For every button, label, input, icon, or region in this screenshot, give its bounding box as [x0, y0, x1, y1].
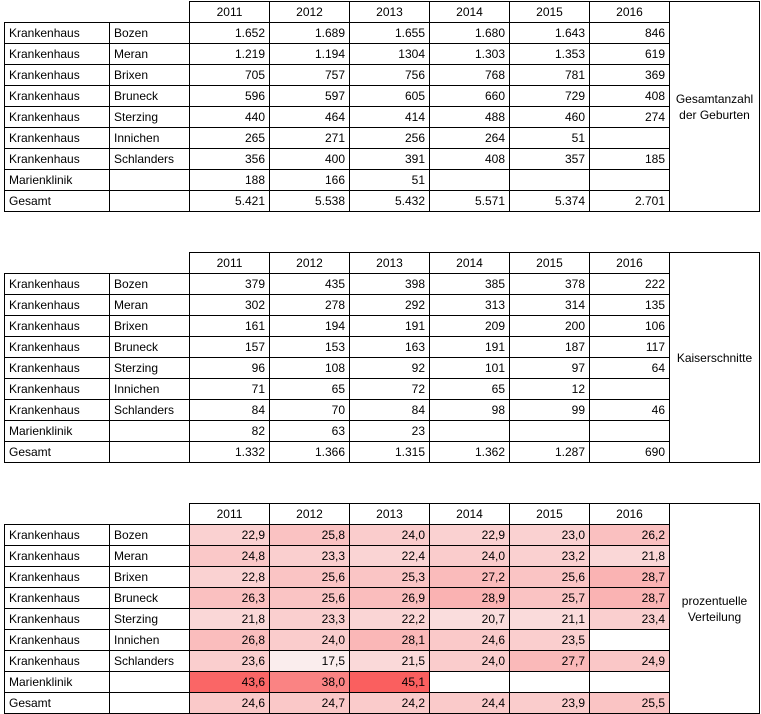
location-cell: Sterzing — [110, 358, 190, 379]
value-cell: 369 — [590, 65, 670, 86]
value-cell: 22,9 — [190, 525, 270, 546]
value-cell: 191 — [430, 337, 510, 358]
value-cell: 1.287 — [510, 442, 590, 463]
value-cell: 23,5 — [510, 630, 590, 651]
value-cell: 1.652 — [190, 23, 270, 44]
value-cell: 2.701 — [590, 191, 670, 212]
table-row — [5, 170, 760, 191]
value-cell: 200 — [510, 316, 590, 337]
year-header: 2011 — [190, 504, 270, 525]
value-cell: 65 — [430, 379, 510, 400]
value-cell: 24,6 — [190, 693, 270, 714]
value-cell: 71 — [190, 379, 270, 400]
value-cell: 135 — [590, 295, 670, 316]
institution-type-cell: Krankenhaus — [5, 546, 110, 567]
value-cell: 274 — [590, 107, 670, 128]
value-cell: 464 — [270, 107, 350, 128]
value-cell — [430, 672, 510, 693]
value-cell: 596 — [190, 86, 270, 107]
value-cell: 99 — [510, 400, 590, 421]
value-cell: 22,2 — [350, 609, 430, 630]
value-cell: 5.432 — [350, 191, 430, 212]
value-cell: 166 — [270, 170, 350, 191]
location-cell: Innichen — [110, 128, 190, 149]
institution-type-cell: Krankenhaus — [5, 379, 110, 400]
institution-type-cell: Krankenhaus — [5, 609, 110, 630]
value-cell: 292 — [350, 295, 430, 316]
value-cell: 1.353 — [510, 44, 590, 65]
location-cell — [110, 191, 190, 212]
value-cell: 25,8 — [270, 525, 350, 546]
value-cell: 460 — [510, 107, 590, 128]
table-row — [5, 128, 760, 149]
year-header: 2014 — [430, 504, 510, 525]
value-cell: 400 — [270, 149, 350, 170]
births-table — [4, 1, 760, 212]
table-row — [5, 525, 760, 546]
value-cell — [590, 421, 670, 442]
value-cell: 25,6 — [270, 567, 350, 588]
value-cell: 101 — [430, 358, 510, 379]
location-cell: Schlanders — [110, 400, 190, 421]
institution-type-cell: Krankenhaus — [5, 358, 110, 379]
institution-type-cell: Krankenhaus — [5, 149, 110, 170]
value-cell: 1.315 — [350, 442, 430, 463]
value-cell: 22,8 — [190, 567, 270, 588]
institution-type-cell: Krankenhaus — [5, 274, 110, 295]
value-cell: 84 — [190, 400, 270, 421]
institution-type-cell: Krankenhaus — [5, 107, 110, 128]
value-cell: 488 — [430, 107, 510, 128]
value-cell: 63 — [270, 421, 350, 442]
location-cell: Bozen — [110, 23, 190, 44]
location-cell: Meran — [110, 44, 190, 65]
value-cell — [590, 630, 670, 651]
value-cell: 660 — [430, 86, 510, 107]
caesarean-table — [4, 252, 760, 463]
table-row — [5, 44, 760, 65]
value-cell: 23,3 — [270, 546, 350, 567]
value-cell: 23,3 — [270, 609, 350, 630]
table-row — [5, 274, 760, 295]
year-header: 2015 — [510, 2, 590, 23]
value-cell — [590, 672, 670, 693]
value-cell: 1.655 — [350, 23, 430, 44]
value-cell: 187 — [510, 337, 590, 358]
value-cell: 21,8 — [190, 609, 270, 630]
value-cell: 314 — [510, 295, 590, 316]
year-header: 2013 — [350, 504, 430, 525]
value-cell: 23 — [350, 421, 430, 442]
value-cell — [510, 421, 590, 442]
value-cell: 25,3 — [350, 567, 430, 588]
value-cell: 45,1 — [350, 672, 430, 693]
value-cell: 408 — [430, 149, 510, 170]
location-cell — [110, 693, 190, 714]
table-row — [5, 442, 760, 463]
value-cell: 385 — [430, 274, 510, 295]
value-cell: 92 — [350, 358, 430, 379]
value-cell: 17,5 — [270, 651, 350, 672]
institution-type-cell: Marienklinik — [5, 672, 110, 693]
table-row — [5, 191, 760, 212]
value-cell: 605 — [350, 86, 430, 107]
value-cell — [510, 672, 590, 693]
year-header: 2014 — [430, 2, 510, 23]
value-cell — [430, 421, 510, 442]
value-cell: 24,0 — [430, 546, 510, 567]
value-cell: 5.374 — [510, 191, 590, 212]
value-cell: 222 — [590, 274, 670, 295]
value-cell: 1.366 — [270, 442, 350, 463]
value-cell: 161 — [190, 316, 270, 337]
value-cell: 313 — [430, 295, 510, 316]
value-cell: 597 — [270, 86, 350, 107]
year-header: 2014 — [430, 253, 510, 274]
value-cell: 106 — [590, 316, 670, 337]
year-header-row — [5, 2, 760, 23]
header-spacer — [5, 2, 110, 23]
location-cell: Schlanders — [110, 149, 190, 170]
institution-type-cell: Krankenhaus — [5, 567, 110, 588]
year-header-row — [5, 504, 760, 525]
value-cell: 302 — [190, 295, 270, 316]
value-cell: 21,1 — [510, 609, 590, 630]
header-spacer — [110, 253, 190, 274]
table-row — [5, 107, 760, 128]
value-cell: 356 — [190, 149, 270, 170]
year-header: 2013 — [350, 253, 430, 274]
value-cell: 435 — [270, 274, 350, 295]
value-cell: 191 — [350, 316, 430, 337]
institution-type-cell: Marienklinik — [5, 421, 110, 442]
value-cell: 264 — [430, 128, 510, 149]
location-cell — [110, 170, 190, 191]
value-cell: 757 — [270, 65, 350, 86]
value-cell: 84 — [350, 400, 430, 421]
value-cell: 20,7 — [430, 609, 510, 630]
value-cell: 28,7 — [590, 567, 670, 588]
table-row — [5, 546, 760, 567]
location-cell: Bozen — [110, 525, 190, 546]
table-row — [5, 651, 760, 672]
year-header: 2011 — [190, 2, 270, 23]
value-cell: 24,8 — [190, 546, 270, 567]
year-header: 2015 — [510, 504, 590, 525]
table-row — [5, 295, 760, 316]
location-cell — [110, 442, 190, 463]
header-spacer — [110, 2, 190, 23]
value-cell: 65 — [270, 379, 350, 400]
value-cell — [510, 170, 590, 191]
location-cell: Bruneck — [110, 337, 190, 358]
header-spacer — [5, 253, 110, 274]
value-cell: 108 — [270, 358, 350, 379]
value-cell: 619 — [590, 44, 670, 65]
value-cell: 5.571 — [430, 191, 510, 212]
value-cell: 28,9 — [430, 588, 510, 609]
value-cell: 25,6 — [270, 588, 350, 609]
value-cell: 1.643 — [510, 23, 590, 44]
value-cell: 22,9 — [430, 525, 510, 546]
table-row — [5, 567, 760, 588]
value-cell: 51 — [510, 128, 590, 149]
location-cell: Schlanders — [110, 651, 190, 672]
location-cell: Meran — [110, 295, 190, 316]
table-row — [5, 400, 760, 421]
value-cell: 1.362 — [430, 442, 510, 463]
value-cell: 1.689 — [270, 23, 350, 44]
value-cell: 690 — [590, 442, 670, 463]
institution-type-cell: Gesamt — [5, 191, 110, 212]
value-cell: 96 — [190, 358, 270, 379]
value-cell: 1.303 — [430, 44, 510, 65]
year-header: 2016 — [590, 253, 670, 274]
value-cell: 846 — [590, 23, 670, 44]
year-header: 2012 — [270, 504, 350, 525]
value-cell: 28,7 — [590, 588, 670, 609]
table-row — [5, 337, 760, 358]
value-cell: 1.332 — [190, 442, 270, 463]
value-cell: 26,2 — [590, 525, 670, 546]
value-cell: 25,5 — [590, 693, 670, 714]
table-side-label: prozentuelle Verteilung — [670, 504, 760, 714]
institution-type-cell: Krankenhaus — [5, 337, 110, 358]
value-cell: 23,0 — [510, 525, 590, 546]
value-cell: 25,7 — [510, 588, 590, 609]
location-cell — [110, 672, 190, 693]
table-row — [5, 149, 760, 170]
value-cell: 357 — [510, 149, 590, 170]
value-cell: 97 — [510, 358, 590, 379]
value-cell: 23,6 — [190, 651, 270, 672]
value-cell: 43,6 — [190, 672, 270, 693]
value-cell: 391 — [350, 149, 430, 170]
value-cell: 24,0 — [430, 651, 510, 672]
location-cell: Bruneck — [110, 86, 190, 107]
value-cell: 21,5 — [350, 651, 430, 672]
institution-type-cell: Krankenhaus — [5, 86, 110, 107]
value-cell: 24,4 — [430, 693, 510, 714]
value-cell: 27,7 — [510, 651, 590, 672]
table-row — [5, 316, 760, 337]
value-cell: 256 — [350, 128, 430, 149]
table-row — [5, 379, 760, 400]
value-cell: 24,6 — [430, 630, 510, 651]
table-row — [5, 630, 760, 651]
header-spacer — [110, 504, 190, 525]
value-cell: 23,9 — [510, 693, 590, 714]
value-cell: 25,6 — [510, 567, 590, 588]
value-cell: 756 — [350, 65, 430, 86]
table-row — [5, 23, 760, 44]
percentage-table — [4, 503, 760, 714]
value-cell: 21,8 — [590, 546, 670, 567]
value-cell: 24,7 — [270, 693, 350, 714]
institution-type-cell: Krankenhaus — [5, 316, 110, 337]
institution-type-cell: Krankenhaus — [5, 400, 110, 421]
value-cell: 163 — [350, 337, 430, 358]
value-cell: 440 — [190, 107, 270, 128]
value-cell: 82 — [190, 421, 270, 442]
location-cell: Brixen — [110, 316, 190, 337]
value-cell: 46 — [590, 400, 670, 421]
location-cell: Brixen — [110, 567, 190, 588]
location-cell: Bruneck — [110, 588, 190, 609]
value-cell — [430, 170, 510, 191]
value-cell: 12 — [510, 379, 590, 400]
location-cell: Sterzing — [110, 609, 190, 630]
value-cell: 705 — [190, 65, 270, 86]
value-cell: 157 — [190, 337, 270, 358]
institution-type-cell: Krankenhaus — [5, 651, 110, 672]
value-cell — [590, 379, 670, 400]
location-cell: Bozen — [110, 274, 190, 295]
institution-type-cell: Krankenhaus — [5, 128, 110, 149]
value-cell: 38,0 — [270, 672, 350, 693]
value-cell: 26,9 — [350, 588, 430, 609]
institution-type-cell: Krankenhaus — [5, 630, 110, 651]
value-cell: 185 — [590, 149, 670, 170]
value-cell — [590, 128, 670, 149]
value-cell: 188 — [190, 170, 270, 191]
value-cell: 27,2 — [430, 567, 510, 588]
location-cell — [110, 421, 190, 442]
value-cell: 278 — [270, 295, 350, 316]
location-cell: Brixen — [110, 65, 190, 86]
value-cell: 70 — [270, 400, 350, 421]
value-cell: 26,8 — [190, 630, 270, 651]
value-cell: 23,4 — [590, 609, 670, 630]
table-row — [5, 65, 760, 86]
value-cell: 64 — [590, 358, 670, 379]
value-cell: 379 — [190, 274, 270, 295]
table-row — [5, 588, 760, 609]
value-cell — [590, 170, 670, 191]
table-side-label: Gesamtanzahl der Geburten — [670, 2, 760, 212]
location-cell: Innichen — [110, 379, 190, 400]
institution-type-cell: Krankenhaus — [5, 65, 110, 86]
value-cell: 729 — [510, 86, 590, 107]
value-cell: 117 — [590, 337, 670, 358]
year-header: 2012 — [270, 253, 350, 274]
table-row — [5, 421, 760, 442]
value-cell: 781 — [510, 65, 590, 86]
value-cell: 24,2 — [350, 693, 430, 714]
value-cell: 1304 — [350, 44, 430, 65]
year-header: 2016 — [590, 504, 670, 525]
table-side-label: Kaiserschnitte — [670, 253, 760, 463]
institution-type-cell: Marienklinik — [5, 170, 110, 191]
table-row — [5, 358, 760, 379]
location-cell: Innichen — [110, 630, 190, 651]
value-cell: 23,2 — [510, 546, 590, 567]
value-cell: 768 — [430, 65, 510, 86]
table-row — [5, 672, 760, 693]
institution-type-cell: Gesamt — [5, 442, 110, 463]
institution-type-cell: Krankenhaus — [5, 588, 110, 609]
value-cell: 194 — [270, 316, 350, 337]
value-cell: 24,9 — [590, 651, 670, 672]
year-header-row — [5, 253, 760, 274]
value-cell: 1.194 — [270, 44, 350, 65]
value-cell: 72 — [350, 379, 430, 400]
value-cell: 153 — [270, 337, 350, 358]
institution-type-cell: Krankenhaus — [5, 295, 110, 316]
institution-type-cell: Krankenhaus — [5, 23, 110, 44]
table-row — [5, 693, 760, 714]
value-cell: 398 — [350, 274, 430, 295]
table-row — [5, 609, 760, 630]
value-cell: 26,3 — [190, 588, 270, 609]
value-cell: 1.219 — [190, 44, 270, 65]
value-cell: 28,1 — [350, 630, 430, 651]
value-cell: 209 — [430, 316, 510, 337]
location-cell: Meran — [110, 546, 190, 567]
value-cell: 408 — [590, 86, 670, 107]
value-cell: 22,4 — [350, 546, 430, 567]
year-header: 2015 — [510, 253, 590, 274]
value-cell: 414 — [350, 107, 430, 128]
value-cell: 24,0 — [270, 630, 350, 651]
value-cell: 378 — [510, 274, 590, 295]
institution-type-cell: Krankenhaus — [5, 525, 110, 546]
table-row — [5, 86, 760, 107]
location-cell: Sterzing — [110, 107, 190, 128]
institution-type-cell: Gesamt — [5, 693, 110, 714]
year-header: 2012 — [270, 2, 350, 23]
value-cell: 5.538 — [270, 191, 350, 212]
value-cell: 98 — [430, 400, 510, 421]
year-header: 2011 — [190, 253, 270, 274]
value-cell: 24,0 — [350, 525, 430, 546]
year-header: 2016 — [590, 2, 670, 23]
value-cell: 51 — [350, 170, 430, 191]
header-spacer — [5, 504, 110, 525]
value-cell: 271 — [270, 128, 350, 149]
institution-type-cell: Krankenhaus — [5, 44, 110, 65]
year-header: 2013 — [350, 2, 430, 23]
value-cell: 265 — [190, 128, 270, 149]
value-cell: 1.680 — [430, 23, 510, 44]
value-cell: 5.421 — [190, 191, 270, 212]
